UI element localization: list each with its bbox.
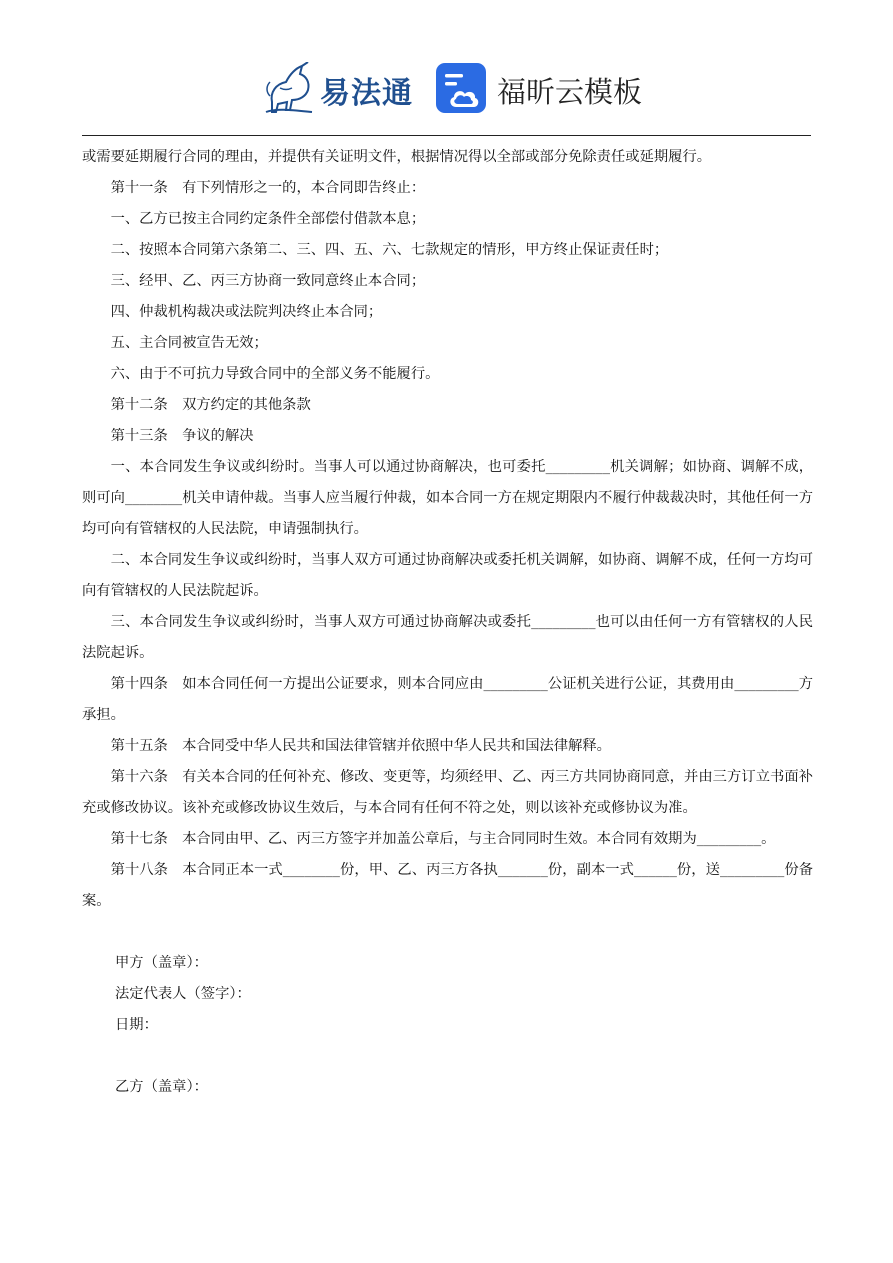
article-14: 第十四条 如本合同任何一方提出公证要求，则本合同应由_________公证机关进行公证，其费用由_________方承担。 xyxy=(82,676,813,723)
paragraph: 三、本合同发生争议或纠纷时，当事人双方可通过协商解决或委托_________也可以由任何一方有管辖权的人民法院起诉。 xyxy=(82,614,813,661)
article-15: 第十五条 本合同受中华人民共和国法律管辖并依照中华人民共和国法律解释。 xyxy=(110,738,611,754)
article-12: 第十二条 双方约定的其他条款 xyxy=(110,397,311,413)
paragraph: 二、本合同发生争议或纠纷时，当事人双方可通过协商解决或委托机关调解，如协商、调解不成，任何一方均可向有管辖权的人民法院起诉。 xyxy=(82,552,813,599)
party-b-seal: 乙方（盖章）： xyxy=(115,1079,208,1095)
yifatong-logo xyxy=(262,62,420,118)
paragraph: 五、主合同被宣告无效； xyxy=(110,335,268,351)
page-header xyxy=(0,58,893,122)
paragraph: 一、乙方已按主合同约定条件全部偿付借款本息； xyxy=(110,211,426,227)
party-a-seal: 甲方（盖章）： xyxy=(115,955,208,971)
legal-rep-signature: 法定代表人（签字）： xyxy=(115,986,251,1002)
paragraph: 二、按照本合同第六条第二、三、四、五、六、七款规定的情形，甲方终止保证责任时； xyxy=(110,242,669,258)
spacer xyxy=(82,917,813,948)
article-13: 第十三条 争议的解决 xyxy=(110,428,254,444)
logo-left-text: 易法通 xyxy=(320,76,413,111)
article-18: 第十八条 本合同正本一式________份，甲、乙、丙三方各执_______份，副本一式______份，送_________份备案。 xyxy=(82,862,813,909)
cloud-document-icon xyxy=(436,63,486,115)
paragraph: 一、本合同发生争议或纠纷时。当事人可以通过协商解决，也可委托_________机关调解；如协商、调解不成，则可向________机关申请仲裁。当事人应当履行仲裁，如本合同一方在规定期限内不履行仲裁裁决时，其他任何一方均可向有管辖权的人民法院，申请强制执行。 xyxy=(82,459,813,537)
header-divider xyxy=(82,135,811,136)
paragraph: 三、经甲、乙、丙三方协商一致同意终止本合同； xyxy=(110,273,426,289)
sign-date: 日期： xyxy=(115,1017,158,1033)
spacer xyxy=(82,1041,813,1072)
logo-right-text: 福昕云模板 xyxy=(497,75,643,109)
paragraph: 六、由于不可抗力导致合同中的全部义务不能履行。 xyxy=(110,366,440,382)
article-11: 第十一条 有下列情形之一的，本合同即告终止： xyxy=(110,180,426,196)
article-16: 第十六条 有关本合同的任何补充、修改、变更等，均须经甲、乙、丙三方共同协商同意，并由三方订立书面补充或修改协议。该补充或修改协议生效后，与本合同有任何不符之处，则以该补充或修协议为准。 xyxy=(82,769,813,816)
article-17: 第十七条 本合同由甲、乙、丙三方签字并加盖公章后，与主合同同时生效。本合同有效期为_________。 xyxy=(110,831,776,847)
contract-body xyxy=(82,142,813,1103)
unicorn-icon xyxy=(262,62,320,118)
paragraph: 四、仲裁机构裁决或法院判决终止本合同； xyxy=(110,304,383,320)
paragraph: 或需要延期履行合同的理由，并提供有关证明文件，根据情况得以全部或部分免除责任或延期履行。 xyxy=(82,149,712,165)
